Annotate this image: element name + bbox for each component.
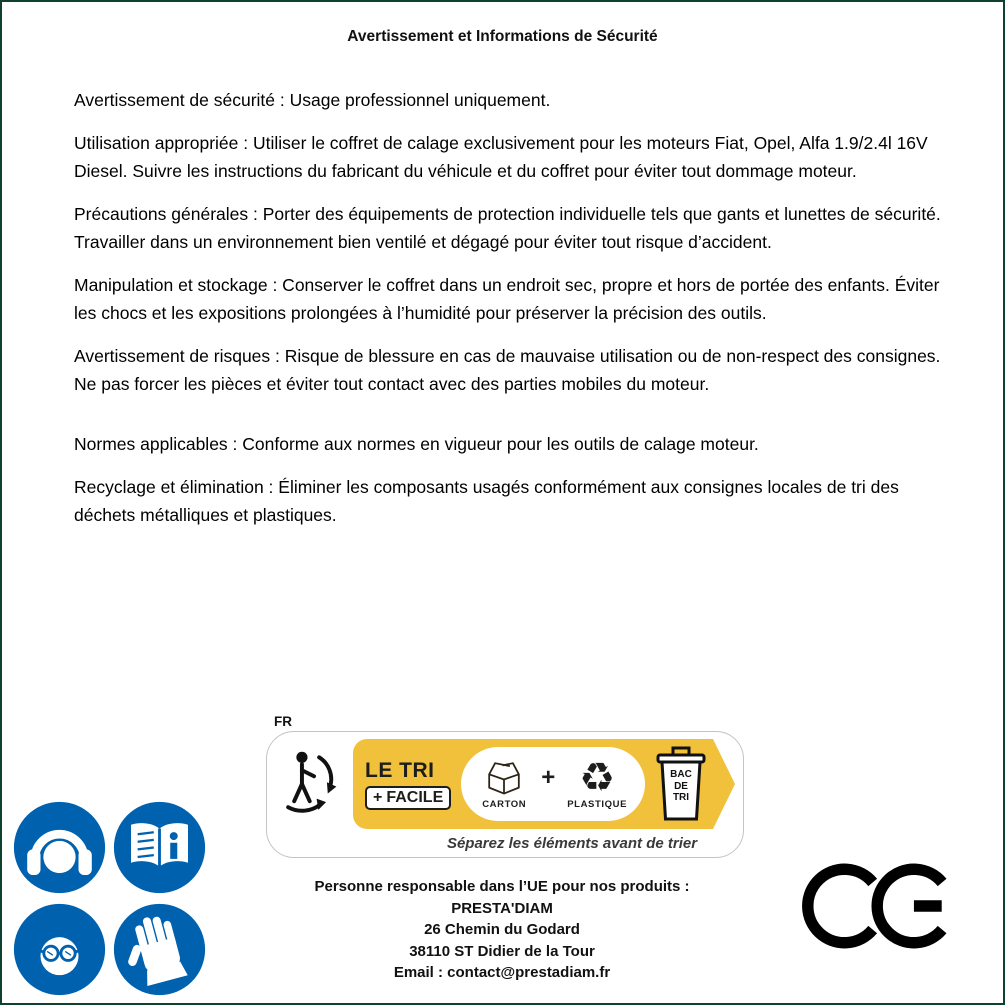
- responsible-email: Email : contact@prestadiam.fr: [393, 964, 611, 981]
- ce-mark-icon: [802, 857, 954, 955]
- safety-paragraph: Avertissement de sécurité : Usage professionnel uniquement.: [74, 90, 551, 110]
- safety-paragraph: Manipulation et stockage : Conserver le coffret dans un endroit sec, propre et hors de portée des enfants. Éviter les chocs et les expositions prolongées à l’humidité pour préserver la précision des outils.: [74, 275, 940, 323]
- plastique-label: PLASTIQUE: [567, 799, 628, 810]
- protective-gloves-icon: [110, 899, 208, 999]
- carton-icon: [479, 758, 529, 798]
- facile-box: [365, 786, 451, 810]
- bin-text-line: BAC: [670, 769, 692, 780]
- bin-text-line: TRI: [672, 792, 690, 803]
- safety-paragraph: Normes applicables : Conforme aux normes en vigueur pour les outils de calage moteur.: [74, 434, 759, 454]
- recycling-info-label: [266, 731, 744, 858]
- responsible-address-line2: 38110 ST Didier de la Tour: [409, 942, 595, 960]
- responsible-block: [232, 876, 772, 984]
- le-tri-label: LE TRI: [365, 758, 435, 782]
- recycle-icon: ♻: [579, 755, 616, 801]
- sorting-tagline: Séparez les éléments avant de trier: [446, 835, 698, 852]
- ear-protection-icon: [10, 797, 108, 897]
- safety-paragraph: Utilisation appropriée : Utiliser le coffret de calage exclusivement pour les moteurs Fiat, Opel, Alfa 1.9/2.4l 16V Diesel. Suivre les instructions du fabricant du véhicule et du coffret pour éviter tout dommage moteur.: [74, 133, 928, 181]
- safety-paragraph: Recyclage et élimination : Éliminer les composants usagés conformément aux consignes locales de tri des déchets métalliques et plastiques.: [74, 477, 899, 525]
- safety-text-section: [74, 86, 946, 544]
- read-manual-icon: [110, 797, 208, 897]
- mandatory-icons-grid: [10, 797, 208, 999]
- plus-icon: +: [541, 764, 556, 791]
- facile-label: FACILE: [386, 788, 444, 806]
- country-code-label: FR: [274, 714, 292, 729]
- triman-icon: [283, 743, 345, 825]
- bin-text-line: DE: [674, 780, 688, 792]
- plastique-material: [567, 755, 628, 810]
- le-tri-facile-logo: [365, 759, 461, 810]
- bin-text: [653, 769, 709, 804]
- tri-facile-band: [353, 739, 735, 829]
- plus-icon: +: [373, 788, 383, 806]
- responsible-address-line1: 26 Chemin du Godard: [424, 921, 580, 938]
- tri-facile-band-yellow: [353, 739, 713, 829]
- carton-material: [479, 758, 529, 810]
- safety-paragraph: Avertissement de risques : Risque de blessure en cas de mauvaise utilisation ou de non-respect des consignes. Ne pas forcer les pièces et éviter tout contact avec des parties mobiles du moteur.: [74, 346, 941, 394]
- safety-paragraph: Précautions générales : Porter des équipements de protection individuelle tels que gants et lunettes de sécurité. Travailler dans un environnement bien ventilé et dégagé pour éviter tout risque d’accident.: [74, 204, 941, 252]
- carton-label: CARTON: [482, 799, 527, 810]
- page-title: Avertissement et Informations de Sécurité: [347, 28, 658, 45]
- eye-protection-icon: [10, 899, 108, 999]
- band-arrow-shape: [713, 739, 735, 829]
- responsible-intro: Personne responsable dans l’UE pour nos produits :: [314, 878, 690, 895]
- responsible-company: PRESTA'DIAM: [451, 899, 553, 917]
- sorting-bin: [653, 743, 709, 825]
- materials-oval: [461, 747, 645, 821]
